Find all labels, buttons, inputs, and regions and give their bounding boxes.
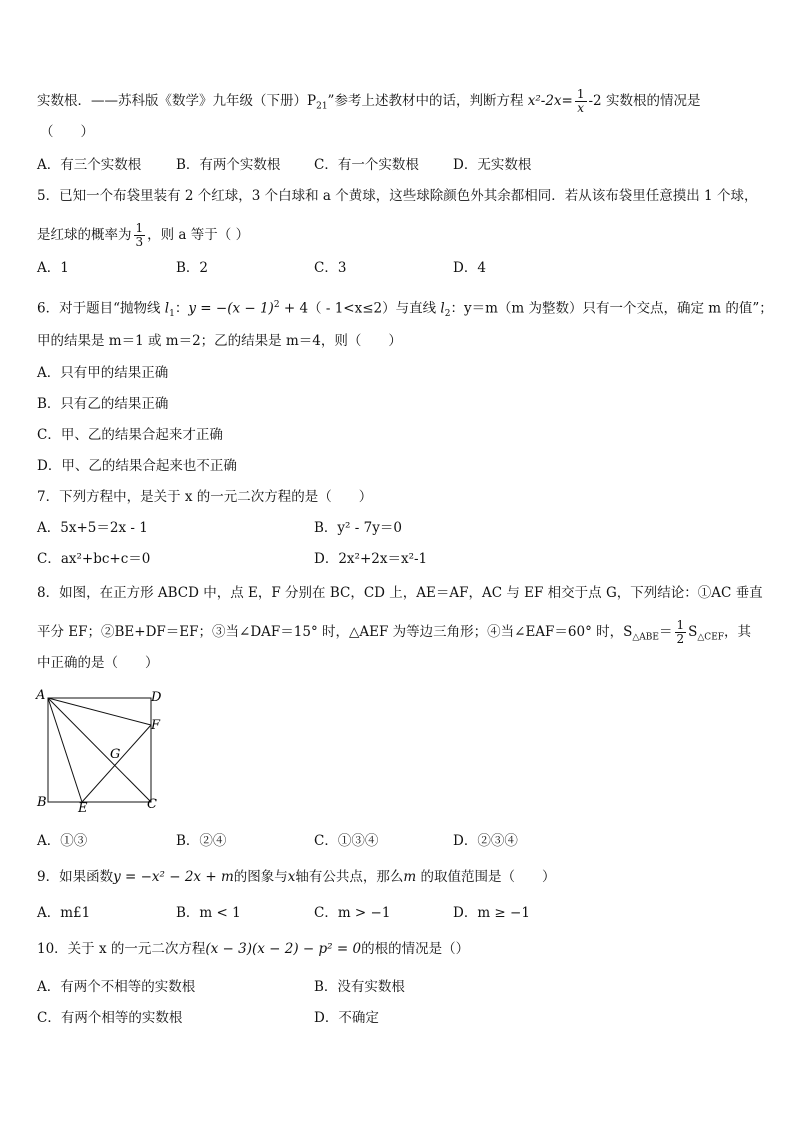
intro-equation-rhs: -2 bbox=[588, 93, 602, 109]
intro-text-b: ”参考上述教材中的话，判断方程 bbox=[327, 93, 524, 109]
q5-option-d[interactable]: D．4 bbox=[453, 260, 486, 276]
q10-option-d[interactable]: D．不确定 bbox=[314, 1010, 379, 1026]
q9-function: y = −x² − 2x + m bbox=[113, 869, 234, 885]
label-d: D bbox=[151, 690, 162, 705]
q10-option-b[interactable]: B．没有实数根 bbox=[314, 979, 405, 995]
q6-option-a[interactable]: A．只有甲的结果正确 bbox=[37, 365, 169, 381]
label-b: B bbox=[37, 795, 47, 810]
q5-fraction: $\frac{1}{3}$ bbox=[135, 221, 144, 249]
q8-option-a[interactable]: A．①③ bbox=[37, 833, 88, 849]
q8-option-d[interactable]: D．②③④ bbox=[453, 833, 518, 849]
q9-option-c[interactable]: C．m > −1 bbox=[314, 905, 391, 921]
q10-stem: 10．关于 x 的一元二次方程(x − 3)(x − 2) − p² = 0的根的情况是（） bbox=[37, 941, 470, 957]
q4-option-c[interactable]: C．有一个实数根 bbox=[314, 157, 419, 173]
q6-option-b[interactable]: B．只有乙的结果正确 bbox=[37, 396, 169, 412]
q6-stem-line-1: 6．对于题目“抛物线 $l_1$：$y = -(x - 1)^2 + 4( - 1<x\le 2)$与直线 $l_2$：y＝m（m 为整数）只有一个交点，确定 m 的值”； bbox=[37, 300, 773, 320]
q9-option-d[interactable]: D．m ≥ −1 bbox=[453, 905, 530, 921]
q8-option-b[interactable]: B．②④ bbox=[176, 833, 227, 849]
q4-option-d[interactable]: D．无实数根 bbox=[453, 157, 532, 173]
q10-option-c[interactable]: C．有两个相等的实数根 bbox=[37, 1010, 183, 1026]
segment-af bbox=[48, 698, 151, 725]
q10-equation: (x − 3)(x − 2) − p² = 0 bbox=[205, 941, 362, 957]
q6-option-c[interactable]: C．甲、乙的结果合起来才正确 bbox=[37, 427, 223, 443]
segment-ae bbox=[48, 698, 82, 802]
q8-fraction: $\frac{1}{2}$ bbox=[676, 618, 685, 646]
intro-text-c: 实数根的情况是 bbox=[605, 93, 701, 109]
q7-option-a[interactable]: A．5x+5＝2x - 1 bbox=[37, 520, 148, 536]
q7-stem: 7．下列方程中，是关于 x 的一元二次方程的是（ ） bbox=[37, 489, 373, 505]
intro-equation-lhs: x²-2x= bbox=[527, 93, 573, 109]
q5-option-a[interactable]: A．1 bbox=[37, 260, 69, 276]
q9-option-b[interactable]: B．m < 1 bbox=[176, 905, 241, 921]
q8-stem-line-1: 8．如图，在正方形 ABCD 中，点 E，F 分别在 BC，CD 上，AE＝AF，AC 与 EF 相交于点 G，下列结论：①AC 垂直 bbox=[37, 585, 763, 601]
q6-option-d[interactable]: D．甲、乙的结果合起来也不正确 bbox=[37, 458, 237, 474]
segment-ac bbox=[48, 698, 151, 802]
label-c: C bbox=[147, 797, 157, 812]
q5-option-c[interactable]: C．3 bbox=[314, 260, 347, 276]
label-f: F bbox=[151, 718, 161, 733]
intro-page-sub: 21 bbox=[316, 101, 328, 112]
q4-option-b[interactable]: B．有两个实数根 bbox=[176, 157, 281, 173]
q6-stem-line-2: 甲的结果是 m＝1 或 m＝2；乙的结果是 m＝4，则（ ） bbox=[37, 333, 402, 349]
q8-square-figure bbox=[30, 685, 170, 815]
q8-stem-line-3: 中正确的是（ ） bbox=[37, 655, 159, 671]
q8-stem-line-2: 平分 EF；②BE+DF＝EF；③当∠DAF＝15° 时，△AEF 为等边三角形；④当∠EAF＝60° 时，$S_{\triangle ABE}=$ $\frac{1}{2}$ $S_{\triangle CEF}$，其 bbox=[37, 618, 752, 646]
q6-parabola-equation: y = −(x − 1) bbox=[188, 300, 274, 317]
q7-option-b[interactable]: B．y² - 7y＝0 bbox=[314, 520, 402, 536]
label-g: G bbox=[110, 747, 121, 762]
intro-text-a: 实数根．——苏科版《数学》九年级（下册）P bbox=[37, 93, 317, 109]
q4-option-a[interactable]: A．有三个实数根 bbox=[37, 157, 142, 173]
q10-option-a[interactable]: A．有两个不相等的实数根 bbox=[37, 979, 196, 995]
q5-stem-line-1: 5．已知一个布袋里装有 2 个红球，3 个白球和 a 个黄球，这些球除颜色外其余都相同．若从该布袋里任意摸出 1 个球， bbox=[37, 188, 758, 204]
q9-option-a[interactable]: A．m£1 bbox=[37, 905, 91, 921]
q9-stem: 9．如果函数y = −x² − 2x + m的图象与x轴有公共点，那么m 的取值范围是（ ） bbox=[37, 869, 556, 885]
q5-stem-line-2: 是红球的概率为 $\frac{1}{3}$ ，则 a 等于（ ） bbox=[37, 221, 250, 249]
segment-ef bbox=[82, 725, 151, 802]
label-a: A bbox=[36, 688, 46, 703]
intro-fraction: $\frac{1}{x}$ bbox=[576, 87, 585, 115]
q7-option-d[interactable]: D．2x²+2x＝x²-1 bbox=[314, 551, 428, 567]
q8-option-c[interactable]: C．①③④ bbox=[314, 833, 379, 849]
label-e: E bbox=[78, 801, 88, 815]
intro-answer-bracket: （ ） bbox=[40, 124, 94, 140]
intro-line-1 bbox=[37, 88, 700, 116]
q5-option-b[interactable]: B．2 bbox=[176, 260, 209, 276]
q7-option-c[interactable]: C．ax²+bc+c＝0 bbox=[37, 551, 151, 567]
